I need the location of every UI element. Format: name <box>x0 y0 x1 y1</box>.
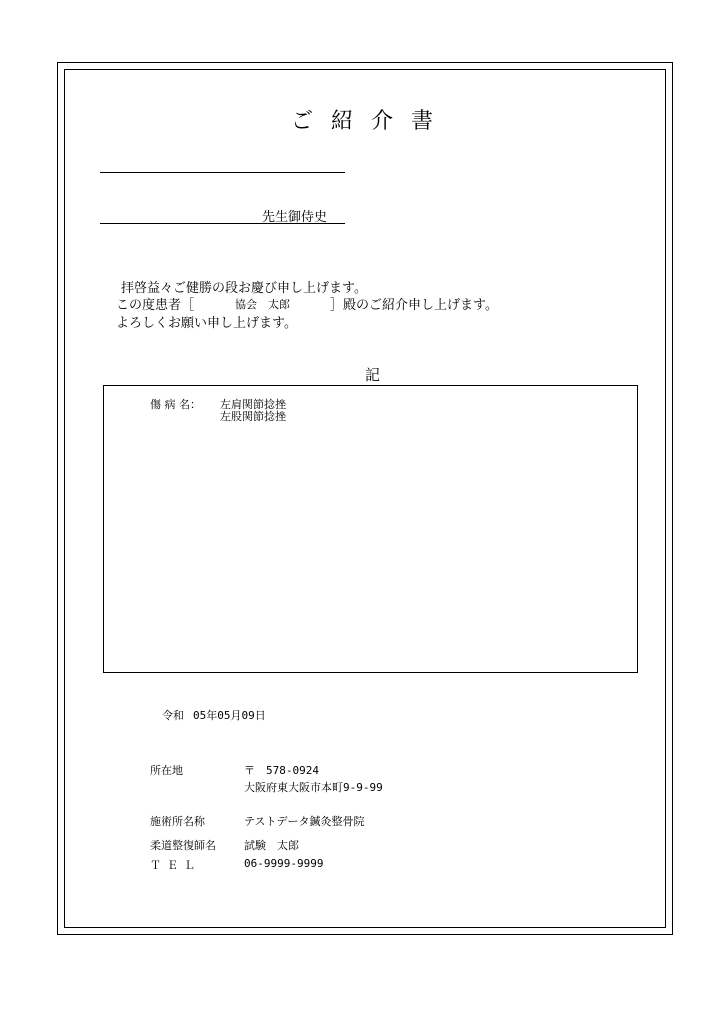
diagnosis-label: 傷 病 名： <box>150 398 201 411</box>
practitioner-name: 試験 太郎 <box>244 839 299 852</box>
address-label: 所在地 <box>150 764 183 777</box>
patient-name: 協会 太郎 <box>235 298 290 311</box>
recipient-underline <box>100 223 345 224</box>
tel-number: 06-9999-9999 <box>244 857 324 870</box>
diagnosis-item: 左肩関節捻挫 <box>220 398 286 411</box>
greeting-line-1: 拝啓益々ご健勝の段お慶び申し上げます。 <box>121 281 367 296</box>
address: 大阪府東大阪市本町9-9-99 <box>244 781 383 794</box>
date-value: 05年05月09日 <box>193 709 266 722</box>
recipient-name-line <box>100 172 345 173</box>
ki-label: 記 <box>365 366 381 384</box>
clinic-name: テストデータ鍼灸整骨院 <box>244 815 365 828</box>
date-era: 令和 <box>162 709 184 722</box>
practitioner-label: 柔道整復師名 <box>150 839 216 852</box>
document-title: ご紹介書 <box>290 109 451 134</box>
postal-code: 〒 578-0924 <box>244 764 319 777</box>
greeting-line-3: よろしくお願い申し上げます。 <box>116 316 297 331</box>
greeting-line-2-prefix: この度患者［ <box>116 298 195 313</box>
greeting-line-2-suffix: ］殿のご紹介申し上げます。 <box>330 298 498 313</box>
tel-label: ＴＥＬ <box>150 859 201 872</box>
clinic-name-label: 施術所名称 <box>150 815 205 828</box>
diagnosis-item: 左股関節捻挫 <box>220 410 286 423</box>
recipient-suffix: 先生御侍史 <box>262 210 328 225</box>
diagnosis-box <box>103 385 638 673</box>
